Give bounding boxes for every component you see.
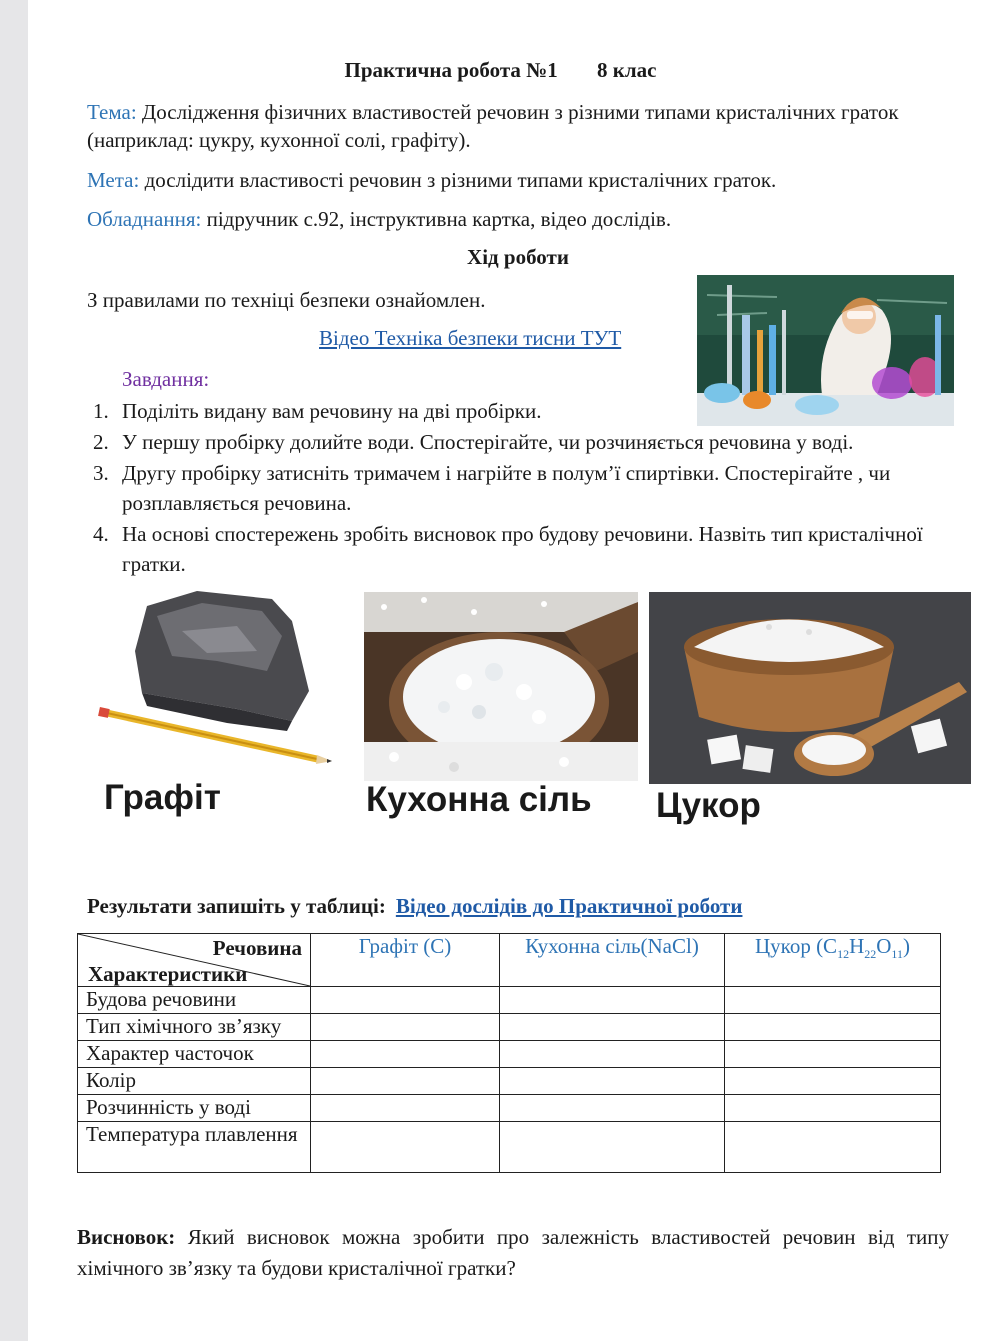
table-cell[interactable] <box>311 1095 500 1122</box>
equipment-text: підручник с.92, інструктивна картка, відео дослідів. <box>201 207 672 231</box>
equipment-label: Обладнання: <box>87 207 202 231</box>
table-row <box>78 1068 941 1095</box>
topic-paragraph <box>87 98 947 154</box>
table-row <box>78 1122 941 1173</box>
conclusion-label: Висновок: <box>77 1225 176 1249</box>
salt-caption: Кухонна сіль <box>366 780 592 819</box>
column-header-graphite: Графіт (С) <box>311 934 500 987</box>
row-label: Розчинність у воді <box>78 1095 311 1122</box>
graphite-photo <box>87 581 339 781</box>
row-label: Тип хімічного зв’язку <box>78 1014 311 1041</box>
task-list <box>88 396 968 580</box>
topic-label: Тема: <box>87 100 137 124</box>
table-row <box>78 1014 941 1041</box>
results-table <box>77 933 941 1173</box>
conclusion-text: Який висновок можна зробити про залежність властивостей речовин від типу хімічного зв’язку та будови кристалічної гратки? <box>77 1225 949 1280</box>
sugar-caption: Цукор <box>656 786 761 825</box>
table-cell[interactable] <box>725 1068 941 1095</box>
row-label: Температура плавлення <box>78 1122 311 1173</box>
table-cell[interactable] <box>725 987 941 1014</box>
table-corner-cell <box>78 934 311 987</box>
table-header-row <box>78 934 941 987</box>
table-cell[interactable] <box>500 1122 725 1173</box>
table-cell[interactable] <box>725 1014 941 1041</box>
safety-text: З правилами по техніці безпеки ознайомлен. <box>87 288 486 312</box>
row-label: Характер часточок <box>78 1041 311 1068</box>
table-row <box>78 1095 941 1122</box>
table-cell[interactable] <box>500 1095 725 1122</box>
experiment-video-link[interactable]: Відео дослідів до Практичної роботи <box>395 894 743 918</box>
table-cell[interactable] <box>500 987 725 1014</box>
safety-video-link-wrap <box>319 326 621 351</box>
table-cell[interactable] <box>725 1122 941 1173</box>
table-cell[interactable] <box>311 1068 500 1095</box>
table-cell[interactable] <box>725 1041 941 1068</box>
table-row <box>78 1041 941 1068</box>
list-item: 3. Другу пробірку затисніть тримачем і нагрійте в полум’ї спиртівки. Спостерігайте , чи розплавляється речовина. <box>93 461 891 515</box>
list-item: 2. У першу пробірку долийте води. Спостерігайте, чи розчиняється речовина у воді. <box>93 430 854 454</box>
page-title <box>0 58 1001 83</box>
list-item: 1. Поділіть видану вам речовину на дві пробірки. <box>93 399 542 423</box>
goal-paragraph <box>87 166 947 194</box>
table-row <box>78 987 941 1014</box>
table-cell[interactable] <box>500 1041 725 1068</box>
conclusion-paragraph <box>77 1222 949 1284</box>
corner-top-label: Речовина <box>212 936 302 960</box>
salt-photo <box>364 592 638 781</box>
work-title: Практична робота №1 <box>344 58 558 82</box>
graphite-caption: Графіт <box>104 778 221 817</box>
equipment-paragraph <box>87 205 947 233</box>
page-gutter <box>0 0 28 1341</box>
goal-text: дослідити властивості речовин з різними типами кристалічних граток. <box>139 168 777 192</box>
sugar-photo <box>649 592 971 784</box>
table-cell[interactable] <box>725 1095 941 1122</box>
results-line <box>87 894 742 919</box>
procedure-heading: Хід роботи <box>467 245 569 269</box>
grade-label: 8 клас <box>597 58 657 82</box>
tasks-heading: Завдання: <box>122 367 210 391</box>
topic-text: Дослідження фізичних властивостей речовин з різними типами кристалічних граток (наприклад: цукру, кухонної солі, графіту). <box>87 100 899 152</box>
column-header-salt: Кухонна сіль(NaCl) <box>500 934 725 987</box>
column-header-sugar: Цукор $(С_{12}Н_{22}О_{11})$ <box>725 934 941 987</box>
list-item: 4. На основі спостережень зробіть висновок про будову речовини. Назвіть тип кристалічної гратки. <box>93 522 923 576</box>
table-cell[interactable] <box>311 1041 500 1068</box>
safety-video-link[interactable]: Відео Техніка безпеки тисни ТУТ <box>319 326 622 350</box>
table-cell[interactable] <box>500 1014 725 1041</box>
table-cell[interactable] <box>311 987 500 1014</box>
goal-label: Мета: <box>87 168 140 192</box>
table-cell[interactable] <box>311 1122 500 1173</box>
row-label: Колір <box>78 1068 311 1095</box>
table-cell[interactable] <box>500 1068 725 1095</box>
row-label: Будова речовини <box>78 987 311 1014</box>
corner-bottom-label: Характеристики <box>88 962 248 986</box>
results-text: Результати запишіть у таблиці: <box>87 894 386 918</box>
table-cell[interactable] <box>311 1014 500 1041</box>
